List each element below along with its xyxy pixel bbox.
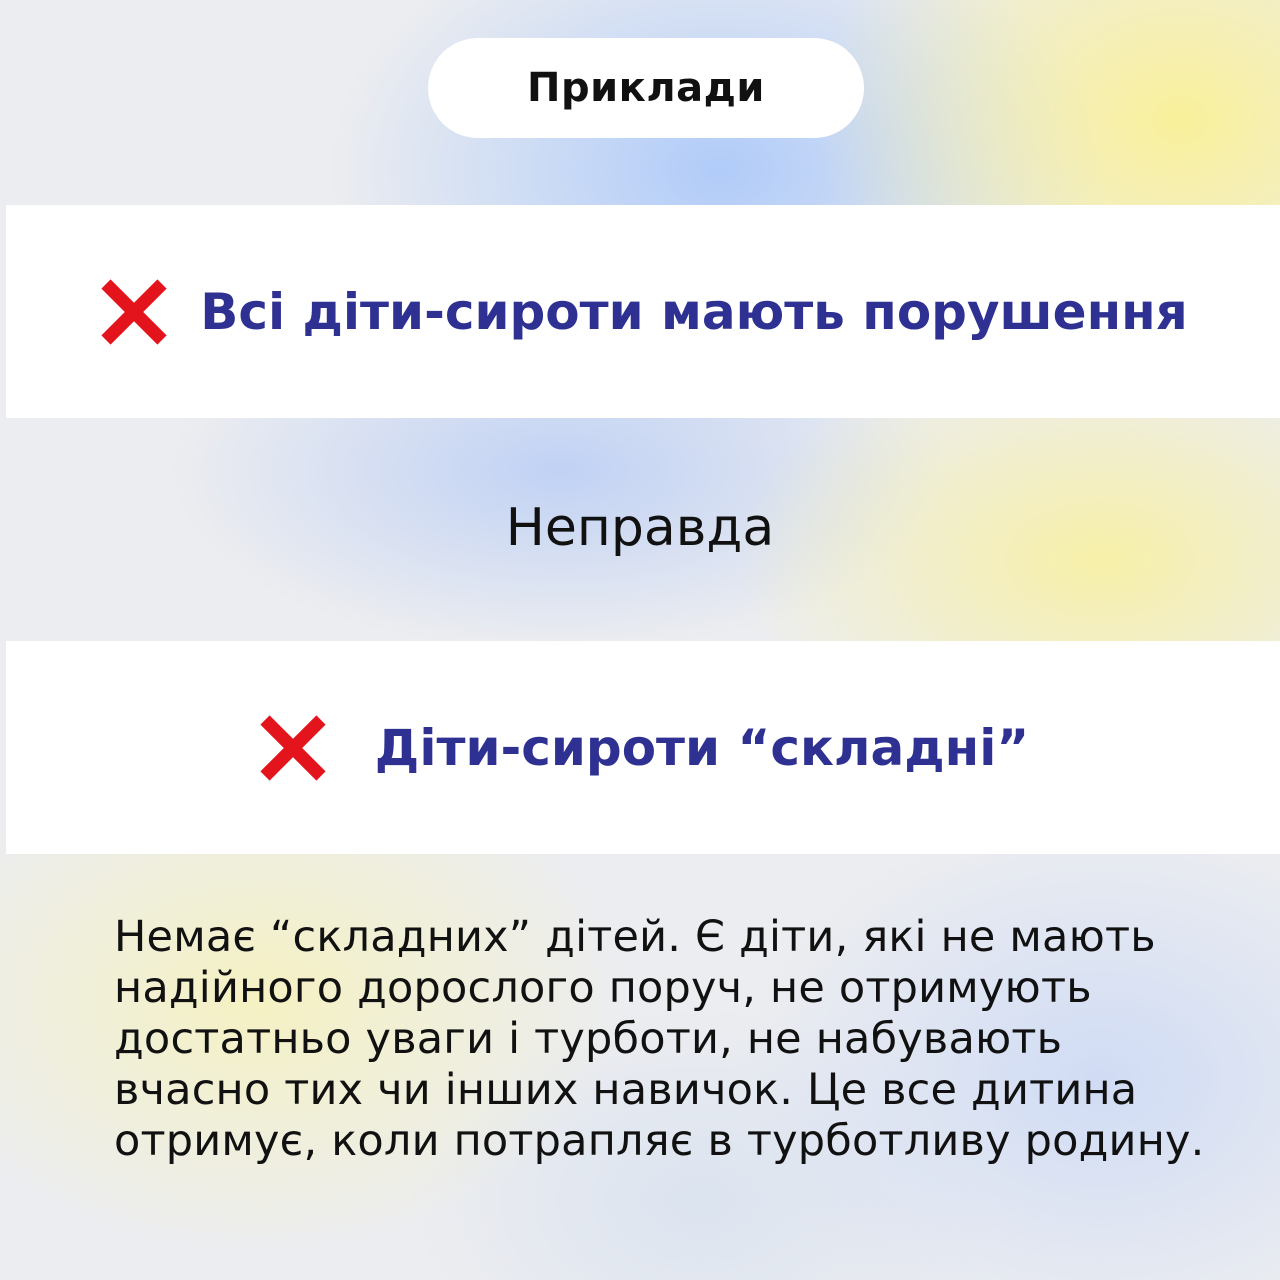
cross-mark-icon [257, 712, 329, 784]
verdict-text: Неправда [505, 498, 775, 558]
myth-card-2 [6, 641, 1280, 854]
explanation-paragraph: Немає “складних” дітей. Є діти, які не мають надійного дорослого поруч, не отримують достатньо уваги і турботи, не набувають вчасно тих чи інших навичок. Це все дитина отримує, коли потрапляє в турботливу родину. [114, 912, 1205, 1166]
title-pill [428, 38, 864, 138]
page-title: Приклади [527, 65, 765, 111]
myth-card-1 [6, 205, 1280, 418]
myth-statement: Всі діти-сироти мають порушення [200, 282, 1188, 341]
myth-statement: Діти-сироти “складні” [374, 718, 1030, 777]
cross-mark-icon [98, 276, 170, 348]
